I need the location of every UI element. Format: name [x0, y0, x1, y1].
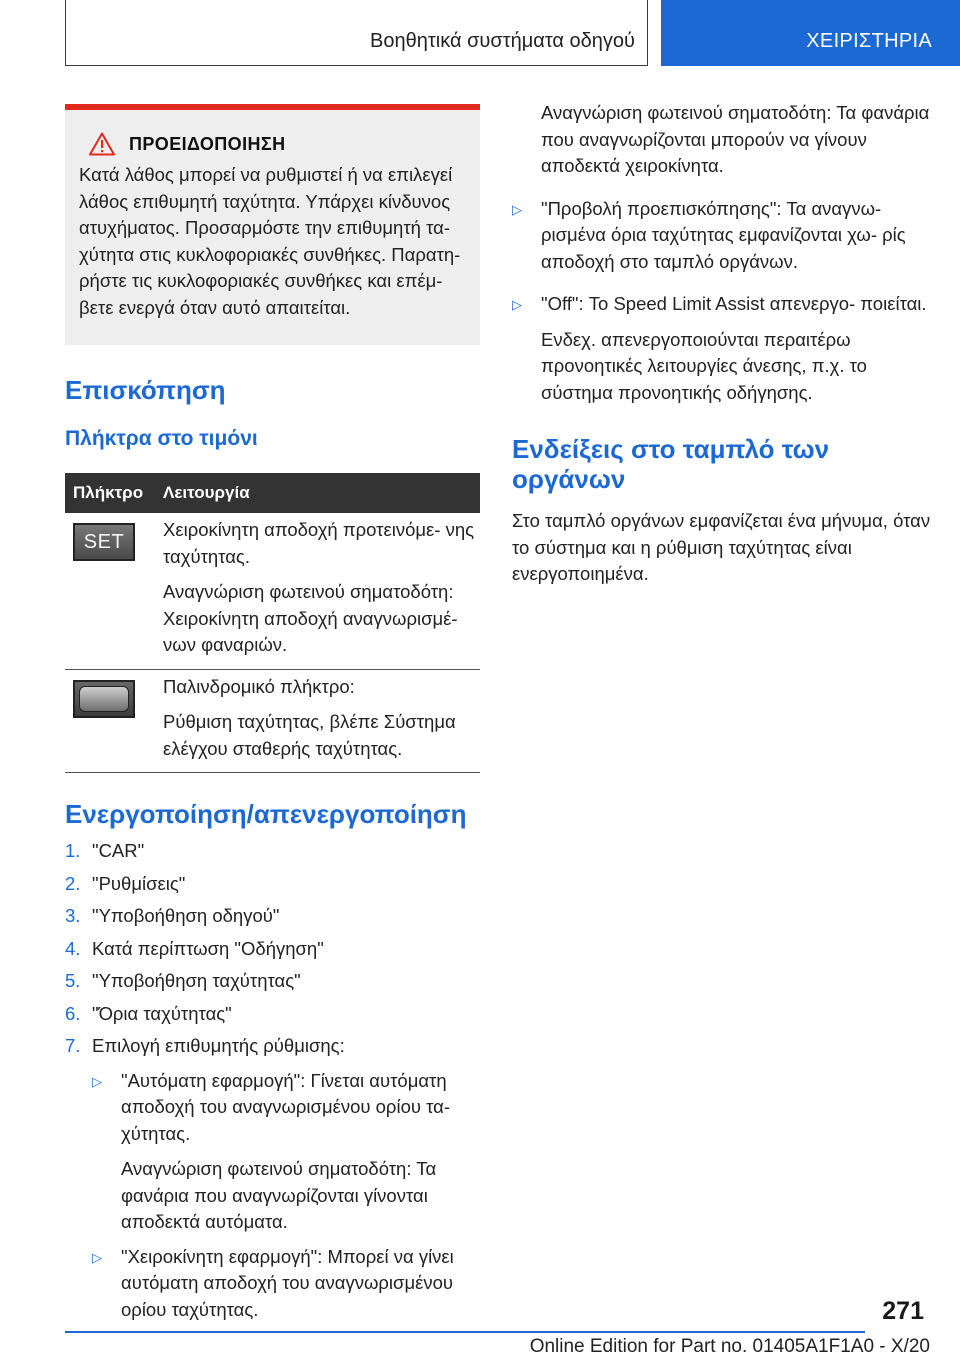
step-text: Επιλογή επιθυμητής ρύθμισης:	[92, 1035, 345, 1056]
steering-buttons-subheading: Πλήκτρα στο τιμόνι	[65, 427, 258, 450]
step-text: "Υποβοήθηση οδηγού"	[92, 905, 280, 926]
step-number: 6.	[65, 1002, 81, 1024]
buttons-table	[65, 473, 480, 773]
warning-triangle-icon	[89, 132, 115, 156]
left-column	[65, 104, 480, 1323]
header-section-title: Βοηθητικά συστήματα οδηγού	[370, 30, 635, 52]
triangle-bullet-icon: ▷	[92, 1249, 102, 1265]
list-item	[65, 871, 480, 898]
warning-title: ΠΡΟΕΙΔΟΠΟΙΗΣΗ	[129, 133, 286, 154]
step-number: 5.	[65, 970, 81, 991]
list-item	[92, 1244, 480, 1324]
option-continuation-text: Αναγνώριση φωτεινού σηματοδότη: Τα φανάρια που αναγνωρίζονται μπορούν να γίνουν αποδεκτά χειροκίνητα.	[541, 102, 930, 176]
table-row-text: Αναγνώριση φωτεινού σηματοδότη: Χειροκίνητη αποδοχή αναγνωρισμέ- νων φαναριών.	[163, 581, 458, 655]
activation-heading: Ενεργοποίηση/απενεργοποίηση	[65, 799, 467, 829]
list-item	[512, 196, 932, 276]
activation-steps-list	[65, 838, 480, 1323]
option-text: "Off": Το Speed Limit Assist απενεργο- ποιείται.	[541, 293, 927, 314]
step-text: "CAR"	[92, 840, 145, 861]
triangle-bullet-icon: ▷	[512, 297, 522, 312]
header-chapter-title: ΧΕΙΡΙΣΤΗΡΙΑ	[806, 30, 932, 52]
setting-options-list	[92, 1068, 480, 1324]
set-button-label: SET	[83, 530, 125, 553]
header-section-tab	[65, 0, 648, 66]
step-text: "Ρυθμίσεις"	[92, 872, 186, 894]
step-text: Κατά περίπτωση "Οδήγηση"	[92, 937, 324, 959]
table-cell-icon	[65, 669, 163, 773]
table-row-text: Χειροκίνητη αποδοχή προτεινόμε- νης ταχύτητας.	[163, 519, 475, 567]
table-header-row	[65, 473, 480, 513]
indications-heading: Ενδείξεις στο ταμπλό των οργάνων	[512, 434, 830, 494]
table-cell-function	[163, 669, 480, 773]
footer-divider	[65, 1331, 865, 1333]
option-text: "Χειροκίνητη εφαρμογή": Μπορεί να γίνει αυτόματη αποδοχή του αναγνωρισμένου ορίου ταχύτητας.	[121, 1245, 454, 1320]
step-number: 3.	[65, 905, 81, 926]
table-row-text: Ρύθμιση ταχύτητας, βλέπε Σύστημα ελέγχου σταθερής ταχύτητας.	[163, 711, 456, 759]
step-number: 1.	[65, 840, 81, 861]
list-item	[65, 838, 480, 865]
overview-heading: Επισκόπηση	[65, 375, 226, 405]
step-number: 7.	[65, 1035, 81, 1056]
right-column	[512, 100, 932, 588]
list-item	[65, 968, 480, 995]
triangle-bullet-icon: ▷	[512, 201, 522, 217]
step-number: 4.	[65, 937, 81, 959]
table-row	[65, 513, 480, 669]
table-row	[65, 669, 480, 773]
list-item	[65, 903, 480, 930]
option-text: Ενδεχ. απενεργοποιούνται περαιτέρω προνοητικές λειτουργίες άνεσης, π.χ. το σύστημα προνοητικής οδήγησης.	[541, 328, 867, 403]
table-cell-icon	[65, 513, 163, 669]
table-header-button: Πλήκτρο	[65, 473, 163, 513]
header-chapter-tab	[661, 0, 960, 66]
list-item	[65, 1001, 480, 1028]
warning-box	[65, 104, 480, 345]
warning-header	[89, 132, 466, 156]
warning-text: Κατά λάθος μπορεί να ρυθμιστεί ή να επιλεγεί λάθος επιθυμητή ταχύτητα. Υπάρχει κίνδυνος ατυχήματος. Προσαρμόστε την επιθυμητή τα- χύτητα στις κυκλοφοριακές συνθήκες. Παρατη- ρήστε τις κυκλοφοριακές συνθήκες και επέμ- βετε ενεργά όταν αυτό απαιτείται.	[79, 164, 461, 318]
list-item	[65, 936, 480, 963]
list-item	[512, 291, 932, 406]
table-cell-function	[163, 513, 480, 669]
option-text: "Αυτόματη εφαρμογή": Γίνεται αυτόματη αποδοχή του αναγνωρισμένου ορίου τα- χύτητας.	[121, 1069, 451, 1144]
set-button-icon	[73, 523, 135, 561]
step-number: 2.	[65, 872, 81, 894]
footer-edition: Online Edition for Part no. 01405A1F1A0 - X/20	[529, 1336, 930, 1357]
step-text: "Υποβοήθηση ταχύτητας"	[92, 970, 301, 991]
triangle-bullet-icon: ▷	[92, 1073, 102, 1089]
table-header-function: Λειτουργία	[163, 473, 480, 513]
indications-text: Στο ταμπλό οργάνων εμφανίζεται ένα μήνυμα, όταν το σύστημα και η ρύθμιση ταχύτητας είναι ενεργοποιημένα.	[512, 510, 931, 584]
step-text: "Όρια ταχύτητας"	[92, 1002, 232, 1024]
list-item	[92, 1068, 480, 1236]
page-number: 271	[882, 1297, 924, 1325]
option-text: Αναγνώριση φωτεινού σηματοδότη: Τα φανάρια που αναγνωρίζονται γίνονται αποδεκτά αυτόματα.	[121, 1158, 437, 1232]
option-text: "Προβολή προεπισκόπησης": Τα αναγνω- ρισμένα όρια ταχύτητας εμφανίζονται χω- ρίς αποδοχή στο ταμπλό οργάνων.	[541, 197, 906, 272]
rocker-switch-icon	[73, 680, 135, 718]
list-item	[65, 1033, 480, 1060]
table-row-text: Παλινδρομικό πλήκτρο:	[163, 675, 355, 697]
